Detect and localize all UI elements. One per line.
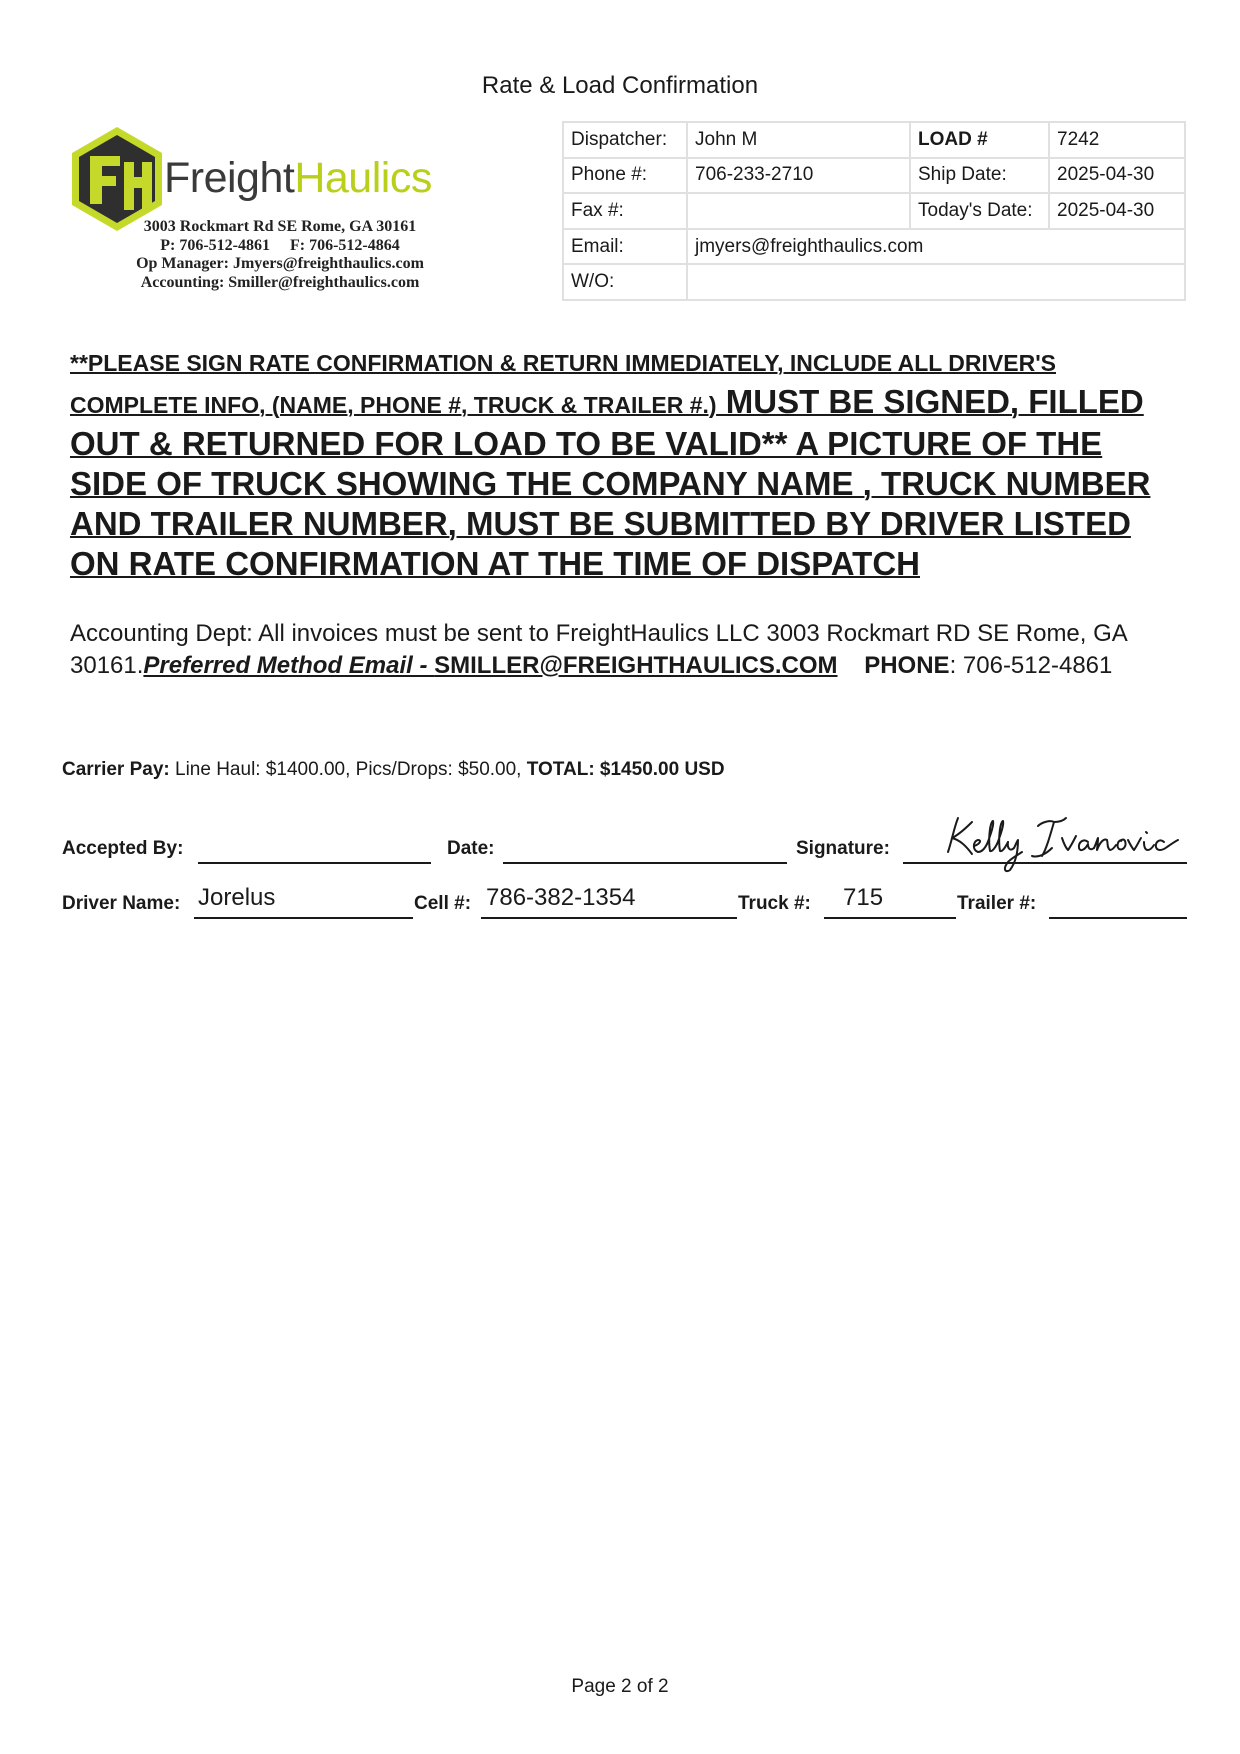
notice-part-2: MUST BE SIGNED, FILLED OUT & RETURNED FOR LOAD TO BE VALID** A PICTURE OF THE SIDE OF TRUCK SHOWING THE COMPANY NAME , TRUCK NUMBER AND TRAILER NUMBER, MUST BE SUBMITTED BY DRIVER LISTED ON RATE CONFIRMATION AT THE TIME OF DISPATCH — [70, 383, 1151, 582]
carrier-pay-total: TOTAL: $1450.00 USD — [526, 759, 725, 780]
fax-value — [687, 193, 910, 229]
logo-wordmark — [164, 154, 432, 203]
accounting-phone: : 706-512-4861 — [949, 652, 1113, 679]
company-accounting: Accounting: Smiller@freighthaulics.com — [140, 273, 420, 291]
carrier-pay — [62, 759, 725, 781]
trailer-label: Trailer #: — [957, 893, 1037, 914]
signing-notice — [70, 344, 1160, 584]
document-title: Rate & Load Confirmation — [481, 72, 759, 99]
table-row — [563, 264, 1185, 300]
ship-date-label: Ship Date: — [910, 158, 1049, 194]
load-info-table — [562, 121, 1186, 301]
dispatcher-label: Dispatcher: — [563, 122, 687, 158]
carrier-pay-label: Carrier Pay: — [62, 759, 170, 780]
carrier-pay-details: Line Haul: $1400.00, Pics/Drops: $50.00, — [169, 759, 527, 780]
accepted-by-label: Accepted By: — [62, 838, 184, 859]
table-row — [563, 193, 1185, 229]
phone-value: 706-233-2710 — [687, 158, 910, 194]
notice-part-1: **PLEASE SIGN RATE CONFIRMATION & RETURN IMMEDIATELY, INCLUDE ALL DRIVER'S COMPLETE INFO, (NAME, PHONE #, TRUCK & TRAILER #.) — [70, 350, 1057, 418]
logo-word-haulics: Haulics — [294, 154, 432, 202]
email-value: jmyers@freighthaulics.com — [687, 229, 1185, 265]
ship-date-value: 2025-04-30 — [1049, 158, 1185, 194]
fax-label: Fax #: — [563, 193, 687, 229]
logo-word-freight: Freight — [164, 154, 295, 202]
company-address: 3003 Rockmart Rd SE Rome, GA 30161 — [143, 218, 417, 235]
load-number-label: LOAD # — [910, 122, 1049, 158]
accounting-phone-label: PHONE — [864, 652, 950, 679]
table-row — [563, 229, 1185, 265]
cell-value: 786-382-1354 — [486, 884, 636, 911]
todays-date-label: Today's Date: — [910, 193, 1049, 229]
accepted-by-field[interactable] — [198, 862, 431, 864]
company-contact-block — [92, 218, 468, 292]
table-row — [563, 122, 1185, 158]
load-number-value: 7242 — [1049, 122, 1185, 158]
truck-value: 715 — [843, 884, 884, 911]
phone-label: Phone #: — [563, 158, 687, 194]
wo-label: W/O: — [563, 264, 687, 300]
driver-name-field[interactable] — [194, 917, 413, 919]
trailer-field[interactable] — [1049, 917, 1187, 919]
cell-field[interactable] — [481, 917, 737, 919]
date-label: Date: — [447, 838, 495, 859]
truck-field[interactable] — [824, 917, 956, 919]
truck-label: Truck #: — [738, 893, 811, 914]
wo-value — [687, 264, 1185, 300]
driver-name-value: Jorelus — [198, 884, 276, 911]
preferred-method-label: Preferred Method Email - — [143, 652, 435, 679]
accounting-email: SMILLER@FREIGHTHAULICS.COM — [434, 652, 838, 679]
driver-name-label: Driver Name: — [62, 893, 181, 914]
dispatcher-value: John M — [687, 122, 910, 158]
accounting-note-text: Accounting Dept: All invoices must be sent to FreightHaulics LLC 3003 Rockmart RD SE Rome, GA 30161. — [70, 620, 1127, 679]
company-op-manager: Op Manager: Jmyers@freighthaulics.com — [136, 255, 424, 272]
accounting-note — [70, 618, 1150, 682]
email-label: Email: — [563, 229, 687, 265]
signature-label: Signature: — [796, 838, 890, 859]
cell-label: Cell #: — [414, 893, 472, 914]
company-phones: P: 706-512-4861 F: 706-512-4864 — [160, 236, 400, 254]
date-field[interactable] — [503, 862, 787, 864]
page-number: Page 2 of 2 — [571, 1676, 669, 1697]
todays-date-value: 2025-04-30 — [1049, 193, 1185, 229]
signature-image — [938, 810, 1188, 876]
table-row — [563, 158, 1185, 194]
